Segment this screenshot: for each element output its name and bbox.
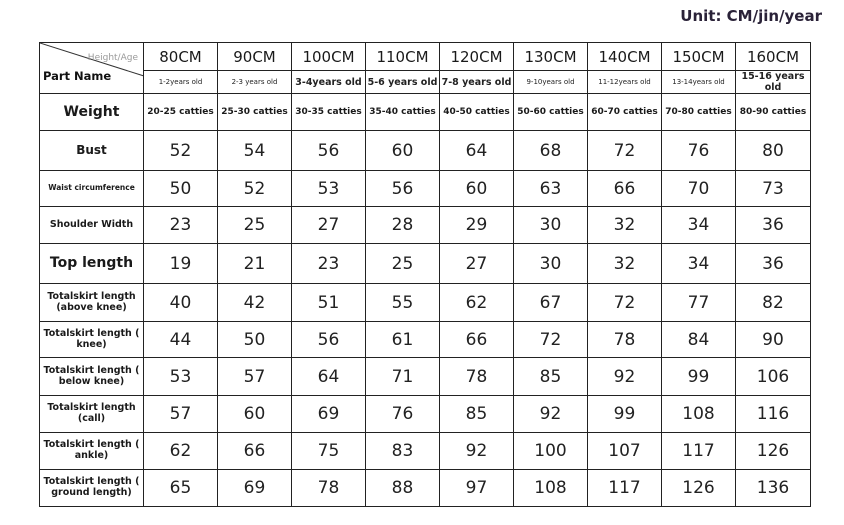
measurement-cell: 71 [366,358,440,396]
measurement-cell: 56 [292,131,366,171]
weight-cell: 70-80 catties [662,94,736,131]
measurement-cell: 55 [366,284,440,322]
size-cell: 160CM [736,43,811,71]
measurement-cell: 44 [144,322,218,358]
age-cell: 13-14years old [662,71,736,94]
measurement-cell: 126 [736,433,811,470]
measurement-cell: 85 [440,396,514,433]
measurement-cell: 106 [736,358,811,396]
measurement-cell: 52 [144,131,218,171]
measurement-row-skirt-below-knee [40,358,811,396]
measurement-cell: 34 [662,244,736,284]
measurement-cell: 75 [292,433,366,470]
measurement-cell: 30 [514,244,588,284]
measurement-row-skirt-knee [40,322,811,358]
measurement-cell: 92 [514,396,588,433]
measurement-cell: 78 [440,358,514,396]
measurement-cell: 84 [662,322,736,358]
measurement-cell: 36 [736,244,811,284]
measurement-cell: 19 [144,244,218,284]
corner-cell [40,43,144,94]
size-cell: 120CM [440,43,514,71]
row-label: Top length [40,244,144,284]
measurement-cell: 69 [218,470,292,507]
measurement-cell: 76 [366,396,440,433]
measurement-cell: 82 [736,284,811,322]
size-cell: 80CM [144,43,218,71]
row-label: Weight [40,94,144,131]
measurement-cell: 66 [440,322,514,358]
row-label: Bust [40,131,144,171]
measurement-cell: 28 [366,207,440,244]
measurement-cell: 64 [292,358,366,396]
age-cell: 2-3 years old [218,71,292,94]
age-cell: 3-4years old [292,71,366,94]
measurement-cell: 23 [144,207,218,244]
measurement-cell: 66 [588,171,662,207]
measurement-cell: 90 [736,322,811,358]
measurement-cell: 60 [366,131,440,171]
size-header-row [40,43,811,71]
measurement-cell: 27 [292,207,366,244]
measurement-cell: 50 [218,322,292,358]
measurement-cell: 78 [588,322,662,358]
measurement-cell: 62 [440,284,514,322]
measurement-cell: 117 [662,433,736,470]
measurement-cell: 116 [736,396,811,433]
unit-label: Unit: CM/jin/year [680,7,822,25]
measurement-cell: 27 [440,244,514,284]
measurement-cell: 69 [292,396,366,433]
measurement-cell: 126 [662,470,736,507]
measurement-cell: 99 [588,396,662,433]
measurement-cell: 23 [292,244,366,284]
measurement-cell: 25 [218,207,292,244]
row-label: Totalskirt length ( ground length) [40,470,144,507]
measurement-cell: 68 [514,131,588,171]
weight-cell: 30-35 catties [292,94,366,131]
size-cell: 100CM [292,43,366,71]
row-label: Totalskirt length ( below knee) [40,358,144,396]
measurement-cell: 54 [218,131,292,171]
measurement-cell: 88 [366,470,440,507]
measurement-cell: 60 [218,396,292,433]
measurement-row-skirt-ground [40,470,811,507]
measurement-cell: 72 [588,131,662,171]
measurement-cell: 53 [292,171,366,207]
weight-row [40,94,811,131]
measurement-cell: 108 [514,470,588,507]
size-cell: 110CM [366,43,440,71]
measurement-cell: 83 [366,433,440,470]
weight-cell: 80-90 catties [736,94,811,131]
measurement-cell: 72 [588,284,662,322]
measurement-cell: 57 [144,396,218,433]
measurement-cell: 117 [588,470,662,507]
measurement-cell: 32 [588,207,662,244]
measurement-row-bust [40,131,811,171]
row-label: Shoulder Width [40,207,144,244]
measurement-cell: 56 [292,322,366,358]
weight-cell: 40-50 catties [440,94,514,131]
size-chart-table [39,42,811,507]
age-cell: 5-6 years old [366,71,440,94]
measurement-cell: 70 [662,171,736,207]
row-label: Totalskirt length (call) [40,396,144,433]
measurement-cell: 85 [514,358,588,396]
measurement-cell: 65 [144,470,218,507]
measurement-cell: 100 [514,433,588,470]
measurement-cell: 29 [440,207,514,244]
size-cell: 150CM [662,43,736,71]
measurement-cell: 56 [366,171,440,207]
measurement-cell: 34 [662,207,736,244]
measurement-cell: 42 [218,284,292,322]
measurement-row-top-length [40,244,811,284]
measurement-cell: 40 [144,284,218,322]
measurement-cell: 92 [588,358,662,396]
weight-cell: 60-70 catties [588,94,662,131]
height-age-label: Height/Age [87,53,138,63]
measurement-cell: 136 [736,470,811,507]
weight-cell: 50-60 catties [514,94,588,131]
age-cell: 15-16 years old [736,71,811,94]
measurement-cell: 57 [218,358,292,396]
age-cell: 1-2years old [144,71,218,94]
weight-cell: 20-25 catties [144,94,218,131]
measurement-cell: 78 [292,470,366,507]
measurement-cell: 21 [218,244,292,284]
measurement-cell: 108 [662,396,736,433]
measurement-cell: 53 [144,358,218,396]
measurement-row-shoulder [40,207,811,244]
measurement-row-skirt-above-knee [40,284,811,322]
row-label: Totalskirt length ( knee) [40,322,144,358]
measurement-cell: 77 [662,284,736,322]
measurement-cell: 64 [440,131,514,171]
measurement-cell: 61 [366,322,440,358]
measurement-row-skirt-calf [40,396,811,433]
age-row [40,71,811,94]
weight-cell: 25-30 catties [218,94,292,131]
row-label: Totalskirt length ( ankle) [40,433,144,470]
measurement-cell: 52 [218,171,292,207]
measurement-cell: 80 [736,131,811,171]
size-cell: 130CM [514,43,588,71]
measurement-cell: 97 [440,470,514,507]
measurement-row-skirt-ankle [40,433,811,470]
weight-cell: 35-40 catties [366,94,440,131]
measurement-row-waist [40,171,811,207]
size-cell: 90CM [218,43,292,71]
measurement-cell: 72 [514,322,588,358]
age-cell: 9-10years old [514,71,588,94]
measurement-cell: 60 [440,171,514,207]
measurement-cell: 99 [662,358,736,396]
measurement-cell: 63 [514,171,588,207]
measurement-cell: 30 [514,207,588,244]
size-cell: 140CM [588,43,662,71]
measurement-cell: 36 [736,207,811,244]
age-cell: 7-8 years old [440,71,514,94]
measurement-cell: 67 [514,284,588,322]
measurement-cell: 73 [736,171,811,207]
measurement-cell: 25 [366,244,440,284]
measurement-cell: 50 [144,171,218,207]
measurement-cell: 92 [440,433,514,470]
measurement-cell: 66 [218,433,292,470]
age-cell: 11-12years old [588,71,662,94]
row-label: Waist circumference [40,171,144,207]
measurement-cell: 107 [588,433,662,470]
row-label: Totalskirt length (above knee) [40,284,144,322]
measurement-cell: 62 [144,433,218,470]
measurement-cell: 51 [292,284,366,322]
measurement-cell: 32 [588,244,662,284]
part-name-label: Part Name [43,69,112,83]
measurement-cell: 76 [662,131,736,171]
